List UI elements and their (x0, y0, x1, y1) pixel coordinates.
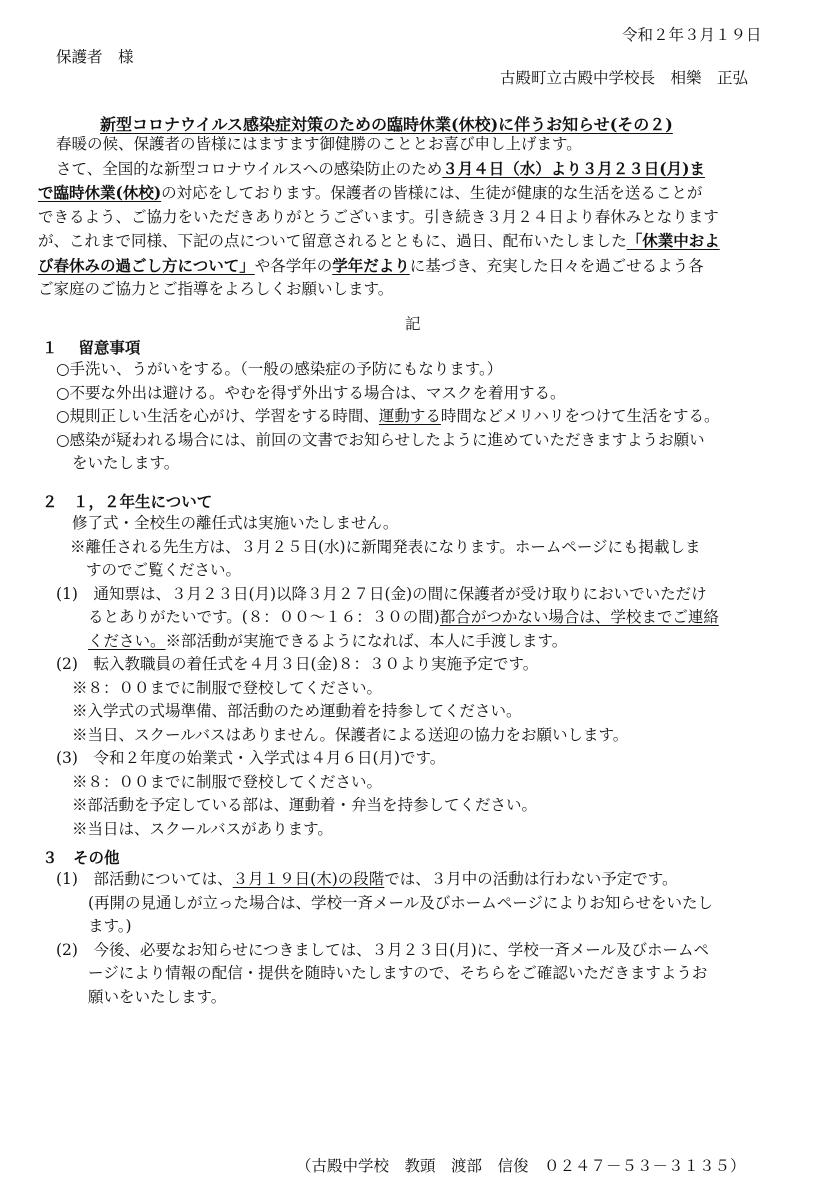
note-line: ※８：００までに制服で登校してください。 (72, 678, 383, 697)
intro-line-4 (38, 229, 778, 254)
ceremony-note: 修了式・全校生の離任式は実施いたしません。 (72, 514, 399, 532)
item-future-notices-cont: 願いをいたします。 (88, 987, 227, 1006)
section3-body (56, 868, 778, 1009)
note-line: ※当日は、スクールバスがあります。 (72, 819, 333, 838)
item-report-card-cont (56, 630, 778, 654)
note-line: ※離任される先生方は、３月２５日(水)に新聞発表になります。ホームページにも掲載しま (70, 537, 701, 556)
item-report-card-cont (56, 606, 778, 630)
section1-item: ○感染が疑われる場合には、前回の文書でお知らせしたように進めていただきますようお願い (56, 430, 705, 449)
closure-label: で臨時休業(休校) (38, 183, 162, 202)
item-report-card: (1) 通知票は、３月２３日(月)以降３月２７日(金)の間に保護者が受け取りにおいでいただけ (56, 584, 707, 603)
section2-heading: ２ １，２年生について (42, 492, 213, 511)
section1-item: ○手洗い、うがいをする。（一般の感染症の予防にもなります。） (56, 360, 503, 378)
item-text: ○規則正しい生活を心がけ、学習をする時間、 (56, 407, 379, 425)
item-text: (1) 部活動については、 (56, 870, 233, 888)
section3-heading: ３ その他 (42, 848, 120, 867)
section1-items (56, 358, 778, 476)
guide-title-part2: び春休みの過ごし方について」 (38, 255, 255, 275)
note-line: ※部活動を予定している部は、運動着・弁当を持参してください。 (72, 796, 538, 814)
stage-date: ３月１９日(木)の段階 (232, 870, 385, 888)
section1-item (56, 405, 778, 429)
section2-body (56, 512, 778, 841)
note-line-cont: すのでご覧ください。 (86, 561, 242, 579)
item-club-activities (56, 868, 778, 892)
intro-text: が、これまで同様、下記の点について留意されるとともに、過日、配布いたしました (38, 232, 627, 250)
intro-line-2 (38, 181, 778, 206)
section1-item-cont: をいたします。 (72, 454, 180, 472)
item-text: ※部活動が実施できるようになれば、本人に手渡します。 (165, 631, 568, 650)
item-welcome-ceremony: (2) 転入教職員の着任式を４月３日(金)８：３０より実施予定です。 (56, 655, 539, 673)
item-opening-ceremony: (3) 令和２年度の始業式・入学式は４月６日(月)です。 (56, 749, 446, 767)
item-text: では、３月中の活動は行わない予定です。 (384, 870, 678, 888)
guide-title-part1: 「休業中およ (626, 231, 720, 250)
intro-text: や各学年の (254, 256, 333, 275)
note-line: ※８：００までに制服で登校してください。 (72, 772, 383, 791)
exercise-text: 運動する (378, 407, 441, 425)
contact-request: 都合がつかない場合は、学校までご連絡 (439, 608, 719, 626)
intro-text: の対応をしております。保護者の皆様には、生徒が健康的な生活を送ることが (161, 184, 703, 202)
section1-item: ○不要な外出は避ける。やむを得ず外出する場合は、マスクを着用する。 (56, 383, 566, 402)
document-date: 令和２年３月１９日 (622, 26, 762, 44)
intro-text: に基づき、充実した日々を過ごせるよう各 (409, 256, 704, 275)
intro-line-6: ご家庭のご協力とご指導をよろしくお願いします。 (38, 280, 394, 298)
note-line: ※当日、スクールバスはありません。保護者による送迎の協力をお願いします。 (72, 725, 629, 744)
intro-line-5 (38, 254, 778, 279)
intro-line-1 (56, 157, 778, 182)
item-club-activities-cont: (再開の見通しが立った場合は、学校一斉メール及びホームページによりお知らせをいたし (88, 893, 713, 912)
item-text: 時間などメリハリをつけて生活をする。 (440, 407, 720, 425)
intro-text: さて、全国的な新型コロナウイルスへの感染防止のため (56, 159, 443, 178)
recipient: 保護者 様 (56, 48, 134, 66)
item-future-notices-cont: ージにより情報の配信・提供を随時いたしますので、そちらをご確認いただきますようお (88, 964, 708, 982)
section1-heading: １ 留意事項 (42, 338, 141, 357)
footer-contact: （古殿中学校 教頭 渡部 信俊 ０２４７－５３－３１３５） (296, 1157, 746, 1175)
closure-period: ３月４日（水）より３月２３日(月)ま (442, 158, 705, 178)
ki-marker: 記 (405, 315, 421, 333)
item-future-notices: (2) 今後、必要なお知らせにつきましては、３月２３日(月)に、学校一斉メール及びホームペ (56, 940, 709, 959)
grade-newsletter: 学年だより (332, 255, 410, 275)
note-line: ※入学式の式場準備、部活動のため運動着を持参してください。 (72, 702, 522, 720)
intro-section (38, 133, 778, 302)
item-text: るとありがたいです。(８：００～１６：３０の間) (88, 608, 440, 626)
sender: 古殿町立古殿中学校長 相樂 正弘 (500, 69, 749, 87)
document-title: 新型コロナウイルス感染症対策のための臨時休業(休校)に伴うお知らせ(その２) (100, 115, 673, 134)
item-club-activities-cont: ます。) (88, 917, 132, 935)
greeting-line: 春暖の候、保護者の皆様にはますます御健勝のこととお喜び申し上げます。 (56, 135, 582, 153)
intro-line-3: できるよう、ご協力をいただきありがとうございます。引き続き３月２４日より春休みとなります (38, 207, 719, 226)
contact-request: ください。 (88, 631, 166, 650)
